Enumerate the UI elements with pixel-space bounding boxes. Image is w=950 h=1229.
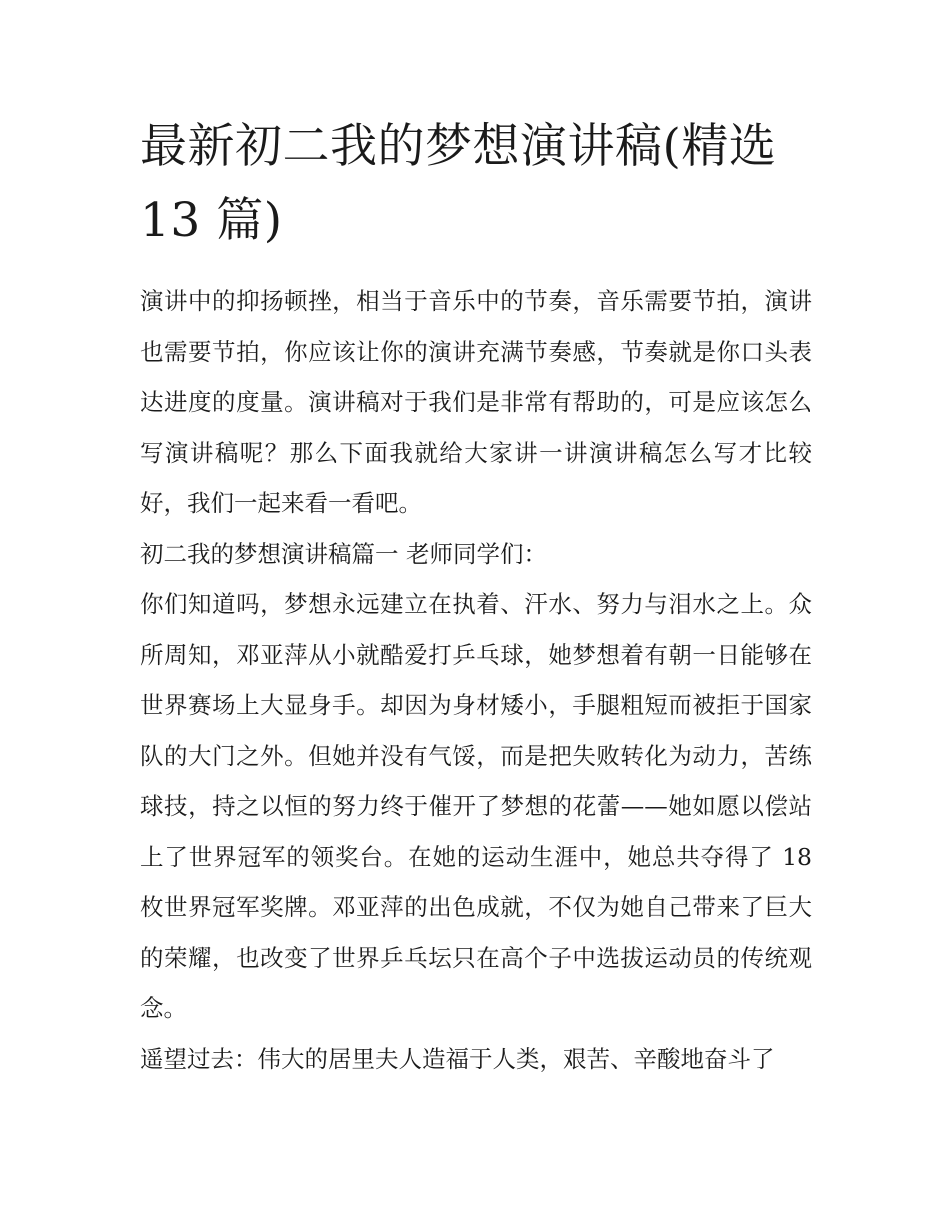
section-heading-paragraph: 初二我的梦想演讲稿篇一 老师同学们： <box>140 539 547 568</box>
document-title: 最新初二我的梦想演讲稿(精选 13 篇) <box>140 119 777 248</box>
body-paragraph: 你们知道吗，梦想永远建立在执着、汗水、努力与泪水之上。众所周知，邓亚萍从小就酷爱打乒乓球，她梦想着有朝一日能够在世界赛场上大显身手。却因为身材矮小，手腿粗短而被拒于国家队的大门之外。但她并没有气馁，而是把失败转化为动力，苦练球技，持之以恒的努力终于催开了梦想的花蕾——她如愿以偿站上了世界冠军的领奖台。在她的运动生涯中，她总共夺得了 18 枚世界冠军奖牌。邓亚萍的出色成就，不仅为她自己带来了巨大的荣耀，也改变了世界乒乓坛只在高个子中选拔运动员的传统观念。 <box>140 590 812 1022</box>
body-paragraph-continued: 遥望过去：伟大的居里夫人造福于人类，艰苦、辛酸地奋斗了 <box>140 1044 775 1073</box>
document-content <box>140 110 812 1084</box>
intro-paragraph: 演讲中的抑扬顿挫，相当于音乐中的节奏，音乐需要节拍，演讲也需要节拍，你应该让你的演讲充满节奏感，节奏就是你口头表达进度的度量。演讲稿对于我们是非常有帮助的，可是应该怎么写演讲稿呢？那么下面我就给大家讲一讲演讲稿怎么写才比较好，我们一起来看一看吧。 <box>140 287 812 517</box>
